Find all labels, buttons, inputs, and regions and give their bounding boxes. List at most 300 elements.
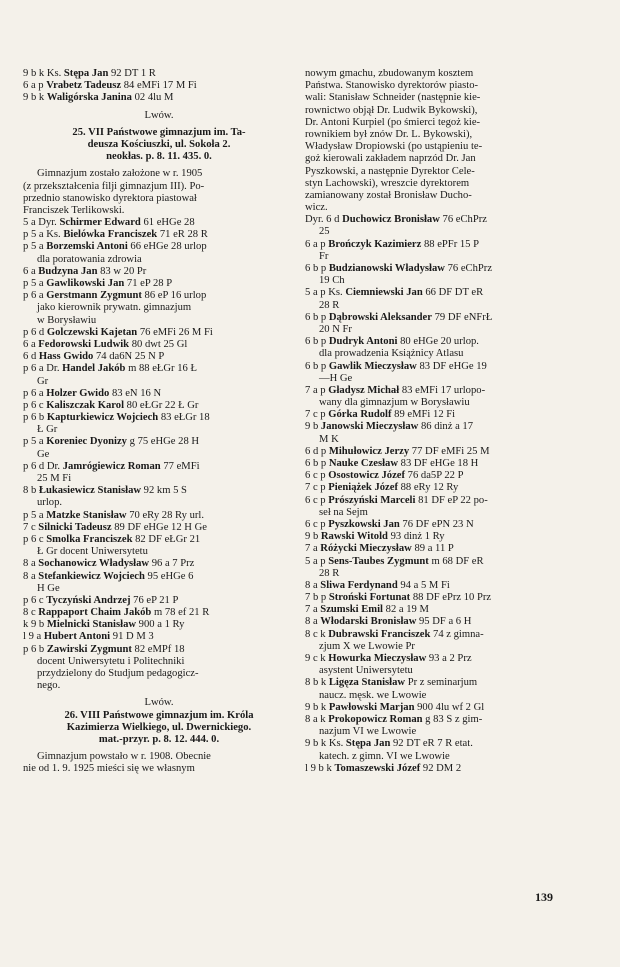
- text-line: [305, 68, 577, 80]
- entry-name: Dudryk Antoni: [328, 336, 398, 348]
- text-line: [305, 129, 577, 141]
- entry-name: Duchowicz Bronisław: [342, 214, 440, 226]
- line-text: nowym gmachu, zbudowanym kosztem: [305, 68, 474, 79]
- entry-name: Gładysz Michał: [328, 384, 400, 396]
- entry-name: Brończyk Kazimierz: [328, 238, 422, 250]
- staff-entry: [23, 278, 295, 290]
- entry-prefix: 7 c: [23, 521, 39, 533]
- entry-prefix: p 6 d: [23, 326, 47, 338]
- line-text: przednio stanowisko dyrektora piastował: [23, 192, 197, 204]
- section-heading: [23, 127, 295, 139]
- staff-entry: [23, 534, 295, 546]
- staff-entry: [23, 595, 295, 607]
- entry-prefix: 6 b p: [305, 458, 329, 469]
- line-text: Lwów.: [144, 697, 174, 709]
- entry-prefix: 5 a p Ks.: [305, 287, 346, 299]
- entry-prefix: 6 a p: [23, 80, 47, 92]
- text-line: [23, 583, 295, 595]
- line-text: Państwa. Stanowisko dyrektorów piasto-: [305, 80, 479, 92]
- line-text: 86 eP 16 urlop: [141, 290, 207, 302]
- staff-entry: [23, 351, 295, 363]
- line-text: 77 eMFi: [160, 460, 200, 472]
- line-text: m 88 eŁGr 16 Ł: [125, 363, 197, 375]
- staff-entry: [23, 80, 295, 92]
- entry-prefix: p 6 c: [23, 594, 47, 606]
- line-text: rownictwo objął Dr. Ludwik Bykowski),: [305, 104, 478, 116]
- line-text: dla prowadzenia Książnicy Atlasu: [319, 348, 464, 360]
- staff-entry: [23, 388, 295, 400]
- line-text: deusza Kościuszki, ul. Sokoła 2.: [87, 138, 231, 150]
- line-text: 95 eHGe 6: [144, 570, 194, 582]
- staff-entry: [305, 336, 577, 348]
- staff-entry: [23, 631, 295, 643]
- line-text: 28 R: [319, 567, 340, 579]
- staff-entry: [23, 558, 295, 570]
- entry-prefix: 6 c p: [305, 518, 329, 530]
- staff-entry: [305, 616, 577, 628]
- text-line: [305, 324, 577, 336]
- line-text: 94 a 5 M Fi: [397, 579, 450, 591]
- text-line: [23, 424, 295, 436]
- staff-entry: [23, 290, 295, 302]
- staff-entry: [305, 714, 577, 726]
- entry-name: Borzemski Antoni: [46, 241, 128, 253]
- staff-entry: [23, 327, 295, 339]
- entry-name: Janowski Mieczysław: [320, 421, 419, 433]
- text-line: [23, 110, 295, 122]
- line-text: wany dla gimnazjum w Borysławiu: [319, 397, 470, 409]
- staff-entry: [23, 522, 295, 534]
- staff-entry: [305, 653, 577, 665]
- line-text: zamianowany został Bronisław Ducho-: [305, 189, 472, 201]
- entry-name: Hubert Antoni: [43, 631, 111, 643]
- right-column: [305, 68, 577, 775]
- line-text: Lwów.: [144, 109, 174, 121]
- entry-name: Śliwa Ferdynand: [320, 579, 398, 591]
- text-line: [23, 763, 295, 775]
- line-text: goż kierowali zakładem naprzód Dr. Jan: [305, 153, 476, 165]
- entry-prefix: 7 c p: [305, 482, 329, 494]
- staff-entry: [305, 214, 577, 226]
- text-line: [305, 251, 577, 263]
- line-text: 82 eMPf 18: [131, 643, 185, 655]
- entry-name: Holzer Gwido: [46, 387, 110, 399]
- line-text: 76 da5P 22 P: [405, 470, 464, 482]
- line-text: 74 da6N 25 N P: [93, 351, 165, 363]
- line-text: Gimnazjum zostało założone w r. 1905: [37, 168, 203, 180]
- line-text: 81 DF eP 22 po-: [415, 494, 488, 506]
- staff-entry: [305, 239, 577, 251]
- entry-prefix: 6 c p: [305, 494, 329, 506]
- entry-prefix: 9 b: [305, 531, 321, 543]
- entry-name: Smolka Franciszek: [46, 533, 133, 545]
- staff-entry: [305, 543, 577, 555]
- line-text: 25: [319, 226, 330, 238]
- entry-prefix: 7 a: [305, 543, 321, 555]
- entry-name: Golczewski Kajetan: [46, 326, 138, 338]
- entry-prefix: 8 b k: [305, 677, 329, 689]
- entry-prefix: 6 b p: [305, 263, 329, 274]
- line-text: Władysław Dropiowski (po ustąpieniu te-: [305, 141, 483, 153]
- entry-prefix: 9 b k Ks.: [305, 738, 346, 750]
- line-text: 89 a 11 P: [411, 543, 454, 555]
- entry-prefix: p 5 a: [23, 436, 47, 448]
- entry-prefix: 8 a: [23, 558, 39, 570]
- line-text: 70 eRy 28 Ry url.: [126, 509, 205, 521]
- entry-name: Budzianowski Władysław: [328, 263, 445, 274]
- entry-name: Matzke Stanisław: [46, 509, 127, 521]
- line-text: przydzielony do Studjum pedagogicz-: [37, 668, 199, 679]
- line-text: Franciszek Terlikowski.: [23, 204, 125, 216]
- line-text: 76 eChPrz: [439, 214, 487, 226]
- entry-prefix: 5 a Dyr.: [23, 217, 60, 229]
- entry-prefix: 6 a: [23, 338, 39, 350]
- text-line: [23, 254, 295, 266]
- text-line: [305, 665, 577, 677]
- entry-prefix: 6 a: [23, 265, 39, 277]
- staff-entry: [23, 461, 295, 473]
- line-text: 83 eN 16 N: [109, 387, 162, 399]
- section-heading: [23, 710, 295, 722]
- text-line: [23, 473, 295, 485]
- text-line: [305, 80, 577, 92]
- entry-name: Pieniążek Józef: [328, 482, 398, 494]
- line-text: g 75 eHGe 28 H: [126, 436, 200, 448]
- text-line: [305, 726, 577, 738]
- entry-name: Gerstmann Zygmunt: [46, 290, 142, 302]
- text-line: [305, 202, 577, 214]
- entry-prefix: l 9 b k: [305, 762, 335, 774]
- text-line: [23, 546, 295, 558]
- entry-prefix: 9 b k Ks.: [23, 68, 64, 79]
- line-text: 82 a 19 M: [383, 604, 429, 616]
- line-text: 900 a 1 Ry: [136, 619, 185, 631]
- staff-entry: [305, 421, 577, 433]
- entry-prefix: 6 d: [23, 351, 39, 363]
- staff-entry: [305, 531, 577, 543]
- line-text: docent Uniwersytetu i Politechniki: [37, 655, 185, 667]
- line-text: —H Ge: [319, 372, 353, 384]
- line-text: 89 eMFi 12 Fi: [391, 409, 456, 421]
- staff-entry: [305, 470, 577, 482]
- entry-name: Budzyna Jan: [38, 265, 98, 277]
- entry-name: Stępa Jan: [63, 68, 109, 79]
- entry-prefix: 8 a: [305, 616, 321, 628]
- line-text: g 83 Ś z gim-: [422, 713, 483, 725]
- staff-entry: [305, 482, 577, 494]
- entry-prefix: 8 c: [23, 607, 39, 619]
- staff-entry: [305, 385, 577, 397]
- line-text: 91 D M 3: [110, 631, 154, 643]
- line-text: 74 z gimna-: [430, 628, 484, 640]
- line-text: Ł Gr docent Uniwersytetu: [37, 546, 148, 558]
- text-line: [305, 690, 577, 702]
- line-text: 77 DF eMFi 25 M: [409, 445, 490, 457]
- line-text: Dr. Antoni Kurpiel (po śmierci tegoż kie-: [305, 116, 481, 128]
- line-text: Gr: [37, 375, 49, 387]
- line-text: (z przekształcenia filji gimnazjum III). Po-: [23, 180, 205, 192]
- line-text: 76 DF ePN 23 N: [399, 518, 474, 530]
- line-text: 61 eHGe 28: [140, 217, 195, 229]
- line-text: 92 DM 2: [420, 762, 462, 774]
- staff-entry: [23, 68, 295, 80]
- entry-prefix: Dyr. 6 d: [305, 214, 343, 226]
- text-line: [305, 568, 577, 580]
- entry-prefix: 8 a: [305, 579, 321, 591]
- text-line: [23, 680, 295, 692]
- staff-entry: [23, 607, 295, 619]
- line-text: w Borysławiu: [37, 314, 97, 326]
- line-text: 76 eMFi 26 M Fi: [137, 326, 213, 338]
- line-text: 25. VII Państwowe gimnazjum im. Ta-: [72, 126, 246, 138]
- entry-name: Dąbrowski Aleksander: [328, 311, 432, 323]
- line-text: 92 km 5 Ś: [141, 485, 187, 497]
- staff-entry: [305, 592, 577, 604]
- staff-entry: [305, 287, 577, 299]
- line-text: M K: [319, 433, 339, 445]
- staff-entry: [23, 571, 295, 583]
- entry-prefix: p 6 c: [23, 399, 47, 411]
- entry-prefix: p 6 b: [23, 643, 47, 655]
- entry-prefix: 9 b: [305, 421, 321, 433]
- line-text: Fr: [319, 250, 329, 262]
- line-text: 25 M Fi: [37, 473, 72, 484]
- line-text: naucz. męsk. we Lwowie: [319, 689, 427, 701]
- line-text: 28 R: [319, 299, 340, 311]
- entry-name: Dubrawski Franciszek: [328, 628, 431, 640]
- entry-prefix: 7 a p: [305, 384, 329, 396]
- line-text: 93 a 2 Prz: [426, 653, 472, 664]
- entry-prefix: p 6 d Dr.: [23, 460, 63, 472]
- staff-entry: [23, 241, 295, 253]
- entry-prefix: p 6 a: [23, 290, 47, 302]
- entry-name: Różycki Mieczysław: [320, 543, 412, 555]
- entry-name: Howurka Mieczysław: [328, 653, 427, 664]
- text-line: [305, 751, 577, 763]
- line-text: katech. z gimn. VI we Lwowie: [319, 750, 450, 762]
- entry-prefix: 6 c p: [305, 470, 329, 482]
- entry-name: Hass Gwido: [38, 351, 94, 363]
- text-line: [23, 302, 295, 314]
- text-line: [305, 92, 577, 104]
- entry-name: Osostowicz Józef: [328, 470, 406, 482]
- line-text: rownikiem był znów Dr. L. Bykowski),: [305, 128, 473, 140]
- entry-name: Nauke Czesław: [328, 458, 398, 469]
- entry-name: Ligęza Stanisław: [328, 677, 406, 689]
- staff-entry: [305, 263, 577, 275]
- entry-name: Stroński Fortunat: [328, 592, 411, 604]
- entry-name: Tyczyński Andrzej: [46, 594, 131, 606]
- entry-prefix: p 5 a Ks.: [23, 229, 64, 241]
- line-text: Ł Gr: [37, 424, 58, 436]
- entry-name: Pawłowski Marjan: [328, 701, 415, 713]
- text-line: [305, 641, 577, 653]
- entry-prefix: 7 c p: [305, 409, 329, 421]
- entry-name: Pyszkowski Jan: [328, 518, 400, 530]
- entry-prefix: 6 d p: [305, 445, 329, 457]
- entry-prefix: p 6 c: [23, 533, 47, 545]
- line-text: 86 dinż a 17: [418, 421, 474, 433]
- line-text: styn Lachowski), wreszcie dyrektorem: [305, 177, 470, 189]
- line-text: wali: Stanisław Schneider (następnie kie-: [305, 92, 481, 104]
- entry-prefix: 6 b p: [305, 360, 329, 372]
- line-text: 83 DF eHGe 18 H: [398, 458, 479, 469]
- entry-name: Prószyński Marceli: [328, 494, 416, 506]
- text-line: [23, 205, 295, 217]
- line-text: asystent Uniwersytetu: [319, 665, 413, 677]
- line-text: 900 4lu wf 2 Gl: [414, 701, 485, 713]
- entry-prefix: 6 b p: [305, 336, 329, 348]
- line-text: 79 DF eNFrŁ: [431, 311, 493, 323]
- entry-name: Zawirski Zygmunt: [46, 643, 132, 655]
- line-text: 02 4lu M: [131, 92, 174, 104]
- staff-entry: [23, 436, 295, 448]
- text-line: [305, 117, 577, 129]
- text-line: [23, 181, 295, 193]
- line-text: 83 eŁGr 18: [158, 412, 210, 424]
- line-text: 83 DF eHGe 19: [416, 360, 487, 372]
- entry-name: Szumski Emil: [320, 604, 383, 616]
- entry-prefix: p 6 a: [23, 387, 47, 399]
- line-text: jako kierownik prywatn. gimnazjum: [37, 302, 192, 314]
- text-line: [305, 178, 577, 190]
- entry-prefix: p 5 a: [23, 509, 47, 521]
- staff-entry: [23, 412, 295, 424]
- line-text: mat.-przyr. p. 8. 12. 444. 0.: [98, 733, 220, 745]
- line-text: 92 DT 1 R: [108, 68, 156, 79]
- line-text: H Ge: [37, 582, 60, 594]
- text-line: [23, 497, 295, 509]
- entry-name: Koreniec Dyonizy: [46, 436, 127, 448]
- staff-entry: [23, 363, 295, 375]
- page-number: 139: [535, 890, 553, 904]
- line-text: 26. VIII Państwowe gimnazjum im. Króla: [64, 709, 254, 721]
- text-line: [23, 656, 295, 668]
- entry-prefix: 6 a p: [305, 238, 329, 250]
- line-text: 82 DF eŁGr 21: [132, 533, 201, 545]
- line-text: zjum X we Lwowie Pr: [319, 640, 415, 652]
- entry-name: Mihułowicz Jerzy: [328, 445, 410, 457]
- line-text: 80 dwt 25 Gl: [129, 338, 188, 350]
- staff-entry: [23, 92, 295, 104]
- staff-entry: [23, 400, 295, 412]
- entry-prefix: 7 a: [305, 604, 321, 616]
- line-text: nazjum VI we Lwowie: [319, 726, 417, 738]
- entry-name: Włodarski Bronisław: [320, 616, 417, 628]
- entry-prefix: p 6 b: [23, 412, 47, 424]
- staff-entry: [305, 556, 577, 568]
- line-text: 71 eR 28 R: [157, 229, 208, 241]
- staff-entry: [305, 702, 577, 714]
- entry-name: Prokopowicz Roman: [328, 713, 423, 725]
- staff-entry: [305, 446, 577, 458]
- entry-name: Fedorowski Ludwik: [38, 338, 130, 350]
- section-heading: [23, 139, 295, 151]
- entry-name: Łukasiewicz Stanisław: [38, 485, 142, 497]
- staff-entry: [23, 266, 295, 278]
- line-text: Gimnazjum powstało w r. 1908. Obecnie: [37, 751, 211, 763]
- entry-name: Górka Rudolf: [328, 409, 392, 421]
- entry-prefix: 9 b k: [23, 92, 47, 104]
- entry-prefix: 8 c k: [305, 628, 329, 640]
- line-text: 96 a 7 Prz: [149, 558, 195, 570]
- staff-entry: [23, 510, 295, 522]
- line-text: m 78 ef 21 R: [151, 607, 210, 619]
- line-text: 80 eHGe 20 urlop.: [397, 336, 479, 348]
- entry-name: Ciemniewski Jan: [345, 287, 423, 299]
- text-line: [305, 300, 577, 312]
- line-text: wicz.: [305, 202, 328, 214]
- entry-name: Silnicki Tadeusz: [38, 521, 112, 533]
- entry-prefix: 5 a p: [305, 555, 329, 567]
- staff-entry: [23, 217, 295, 229]
- text-line: [305, 275, 577, 287]
- text-line: [305, 226, 577, 238]
- line-text: Ge: [37, 448, 50, 460]
- line-text: 66 DF DT eR: [422, 287, 484, 299]
- entry-prefix: 6 b p: [305, 311, 329, 323]
- staff-entry: [305, 604, 577, 616]
- section-heading: [23, 722, 295, 734]
- text-line: [305, 434, 577, 446]
- text-line: [305, 141, 577, 153]
- staff-entry: [23, 619, 295, 631]
- line-text: 71 eP 28 P: [124, 278, 173, 289]
- text-line: [305, 507, 577, 519]
- text-line: [305, 166, 577, 178]
- staff-entry: [305, 738, 577, 750]
- staff-entry: [305, 677, 577, 689]
- staff-entry: [305, 458, 577, 470]
- entry-prefix: p 5 a: [23, 241, 47, 253]
- entry-prefix: 8 a: [23, 570, 39, 582]
- line-text: 89 DF eHGe 12 H Ge: [111, 521, 207, 533]
- entry-name: Bielówka Franciszek: [63, 229, 158, 241]
- line-text: nego.: [37, 680, 61, 692]
- line-text: 76 eChPrz: [444, 263, 493, 274]
- text-line: [23, 376, 295, 388]
- line-text: 84 eMFi 17 M Fi: [121, 80, 197, 92]
- entry-prefix: 9 c k: [305, 653, 329, 664]
- line-text: 66 eHGe 28 urlop: [127, 241, 207, 253]
- left-column: [23, 68, 295, 776]
- entry-prefix: 8 b: [23, 485, 39, 497]
- line-text: 83 eMFi 17 urlopo-: [399, 384, 486, 396]
- line-text: 83 w 20 Pr: [97, 265, 147, 277]
- line-text: 95 DF a 6 H: [416, 616, 472, 628]
- line-text: seł na Sejm: [319, 506, 368, 518]
- staff-entry: [305, 629, 577, 641]
- section-heading: [23, 151, 295, 163]
- text-line: [23, 168, 295, 180]
- staff-entry: [305, 580, 577, 592]
- line-text: dla poratowania zdrowia: [37, 253, 142, 265]
- text-line: [23, 315, 295, 327]
- entry-prefix: 8 a k: [305, 713, 329, 725]
- entry-name: Rappaport Chaim Jakób: [38, 607, 152, 619]
- entry-prefix: k 9 b: [23, 619, 47, 631]
- line-text: m 68 DF eR: [428, 555, 484, 567]
- staff-entry: [305, 519, 577, 531]
- entry-name: Kaliszczak Karol: [46, 399, 125, 411]
- entry-name: Kapturkiewicz Wojciech: [46, 412, 159, 424]
- entry-name: Sochanowicz Władysław: [38, 558, 150, 570]
- text-line: [305, 190, 577, 202]
- line-text: urlop.: [37, 497, 63, 509]
- staff-entry: [305, 495, 577, 507]
- entry-name: Handel Jakób: [62, 363, 126, 375]
- text-line: [305, 153, 577, 165]
